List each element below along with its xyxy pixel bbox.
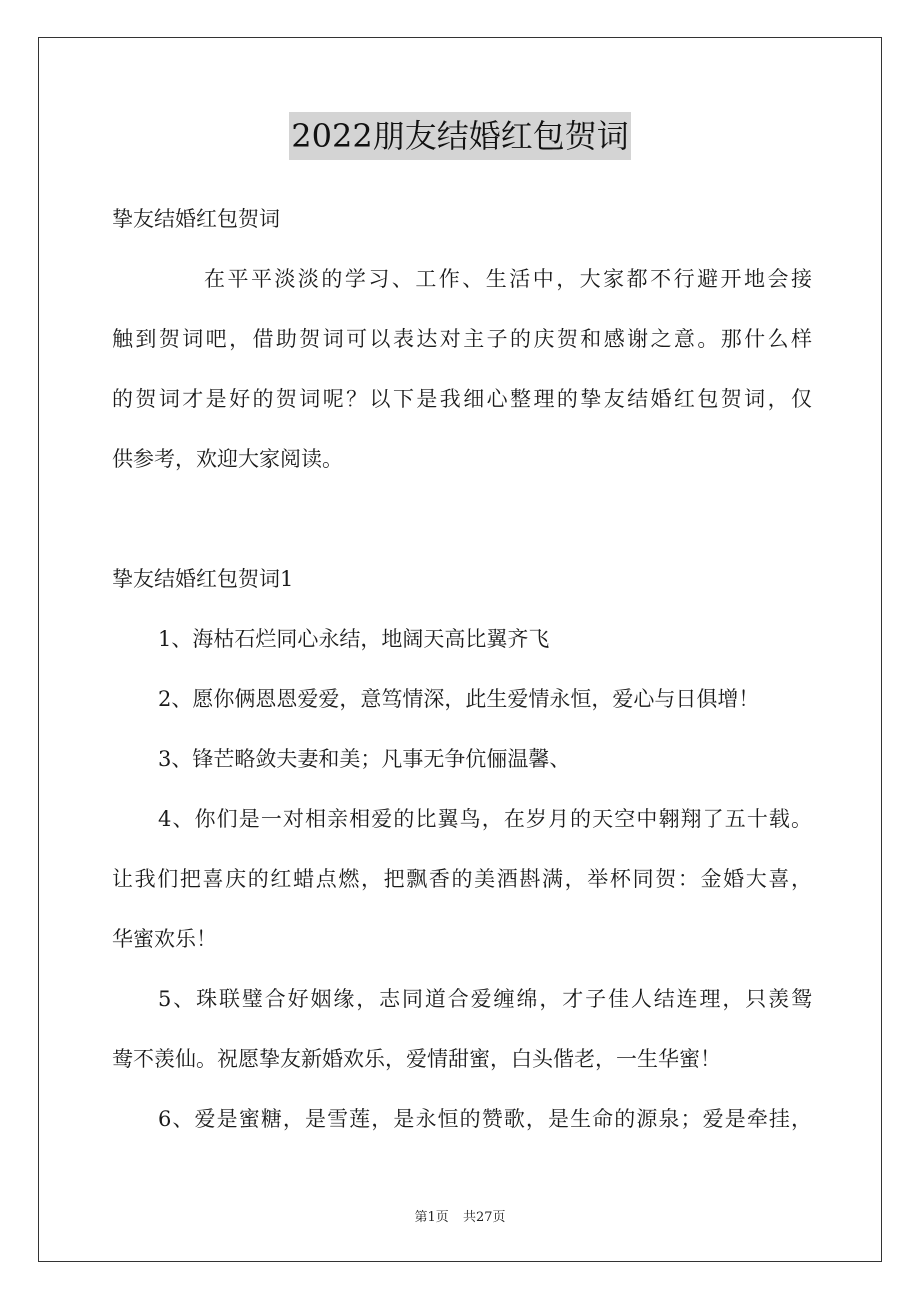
title-area bbox=[0, 112, 920, 160]
greeting-item-3: 3、锋芒略敛夫妻和美；凡事无争伉俪温馨、 bbox=[158, 747, 571, 771]
paragraph-gap bbox=[112, 489, 812, 549]
intro-line-2: 触到贺词吧，借助贺词可以表达对主子的庆贺和感谢之意。那什么样 bbox=[112, 327, 812, 351]
greeting-item-4-line-2: 让我们把喜庆的红蜡点燃，把飘香的美酒斟满，举杯同贺：金婚大喜， bbox=[112, 867, 812, 891]
greeting-item-5-line-2: 鸯不羡仙。祝愿挚友新婚欢乐，爱情甜蜜，白头偕老，一生华蜜！ bbox=[112, 1047, 721, 1071]
page-footer bbox=[0, 1206, 920, 1225]
intro-line-3: 的贺词才是好的贺词呢？以下是我细心整理的挚友结婚红包贺词，仅 bbox=[112, 387, 812, 411]
section-heading: 挚友结婚红包贺词1 bbox=[112, 567, 294, 591]
greeting-item-5-line-1: 5、珠联璧合好姻缘，志同道合爱缠绵，才子佳人结连理，只羡鸳 bbox=[158, 987, 812, 1011]
greeting-item-1: 1、海枯石烂同心永结，地阔天高比翼齐飞 bbox=[158, 627, 550, 651]
greeting-item-2: 2、愿你俩恩恩爱爱，意笃情深，此生爱情永恒，爱心与日俱增！ bbox=[158, 687, 760, 711]
intro-line-4: 供参考，欢迎大家阅读。 bbox=[112, 447, 343, 471]
intro-line-1: 在平平淡淡的学习、工作、生活中，大家都不行避开地会接 bbox=[204, 267, 812, 291]
document-subtitle: 挚友结婚红包贺词 bbox=[112, 207, 280, 231]
current-page-number: 第1页 bbox=[414, 1210, 449, 1225]
greeting-item-4-line-1: 4、你们是一对相亲相爱的比翼鸟，在岁月的天空中翱翔了五十载。 bbox=[158, 807, 812, 831]
total-page-count: 共27页 bbox=[462, 1210, 506, 1225]
document-title: 2022朋友结婚红包贺词 bbox=[289, 112, 630, 160]
greeting-item-4-line-3: 华蜜欢乐！ bbox=[112, 927, 217, 951]
document-body bbox=[112, 189, 812, 1149]
greeting-item-6-line-1: 6、爱是蜜糖，是雪莲，是永恒的赞歌，是生命的源泉；爱是牵挂， bbox=[158, 1107, 812, 1131]
